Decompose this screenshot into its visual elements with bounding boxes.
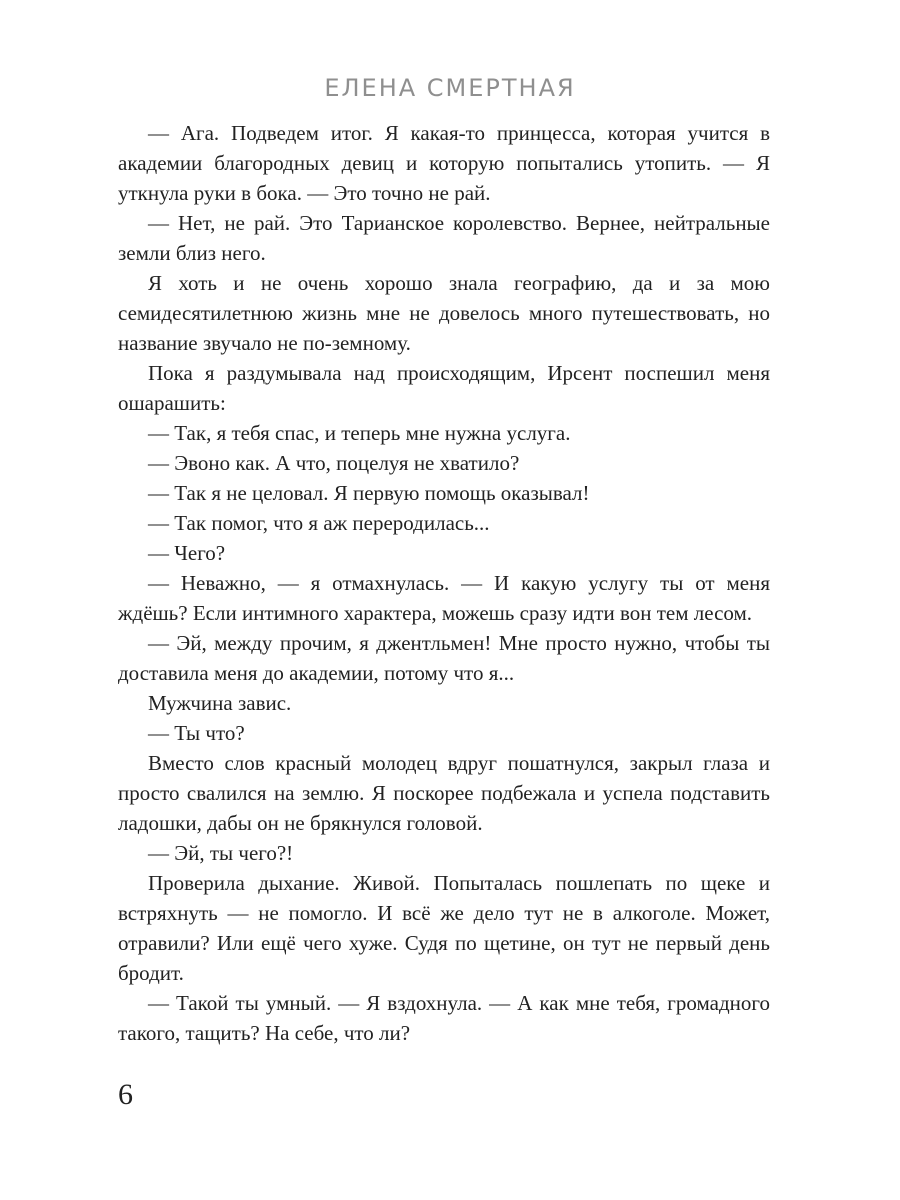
paragraph: — Эвоно как. А что, поцелуя не хватило?	[148, 451, 520, 475]
paragraph: — Ага. Подведем итог. Я какая-то принцесса, которая учится в академии благородных девиц и которую попытались утопить. — Я уткнула руки в бока. — Это точно не рай.	[118, 121, 770, 205]
paragraph: — Так помог, что я аж переродилась...	[148, 511, 490, 535]
paragraph: Пока я раздумывала над происходящим, Ирсент поспешил меня ошарашить:	[118, 361, 770, 415]
page-number: 6	[118, 1078, 133, 1111]
paragraph: — Нет, не рай. Это Тарианское королевство. Вернее, нейтральные земли близ него.	[118, 211, 770, 265]
paragraph: Вместо слов красный молодец вдруг пошатнулся, закрыл глаза и просто свалился на землю. Я поскорее подбежала и успела подставить ладошки, дабы он не брякнулся головой.	[118, 751, 770, 835]
body-text	[118, 118, 770, 1048]
paragraph: — Так, я тебя спас, и теперь мне нужна услуга.	[148, 421, 571, 445]
paragraph: — Так я не целовал. Я первую помощь оказывал!	[148, 481, 590, 505]
paragraph: — Эй, ты чего?!	[148, 841, 294, 865]
running-head-author: ЕЛЕНА СМЕРТНАЯ	[324, 74, 576, 102]
paragraph: Мужчина завис.	[148, 691, 292, 715]
paragraph: — Ты что?	[148, 721, 245, 745]
paragraph: Проверила дыхание. Живой. Попыталась пошлепать по щеке и встряхнуть — не помогло. И всё же дело тут не в алкоголе. Может, отравили? Или ещё чего хуже. Судя по щетине, он тут не первый день бродит.	[118, 871, 770, 985]
paragraph: — Неважно, — я отмахнулась. — И какую услугу ты от меня ждёшь? Если интимного характера, можешь сразу идти вон тем лесом.	[118, 571, 770, 625]
paragraph: — Эй, между прочим, я джентльмен! Мне просто нужно, чтобы ты доставила меня до академии, потому что я...	[118, 631, 770, 685]
paragraph: — Чего?	[148, 541, 226, 565]
paragraph: — Такой ты умный. — Я вздохнула. — А как мне тебя, громадного такого, тащить? На себе, что ли?	[118, 991, 770, 1045]
paragraph: Я хоть и не очень хорошо знала географию, да и за мою семидесятилетнюю жизнь мне не довелось много путешествовать, но название звучало не по-земному.	[118, 271, 770, 355]
